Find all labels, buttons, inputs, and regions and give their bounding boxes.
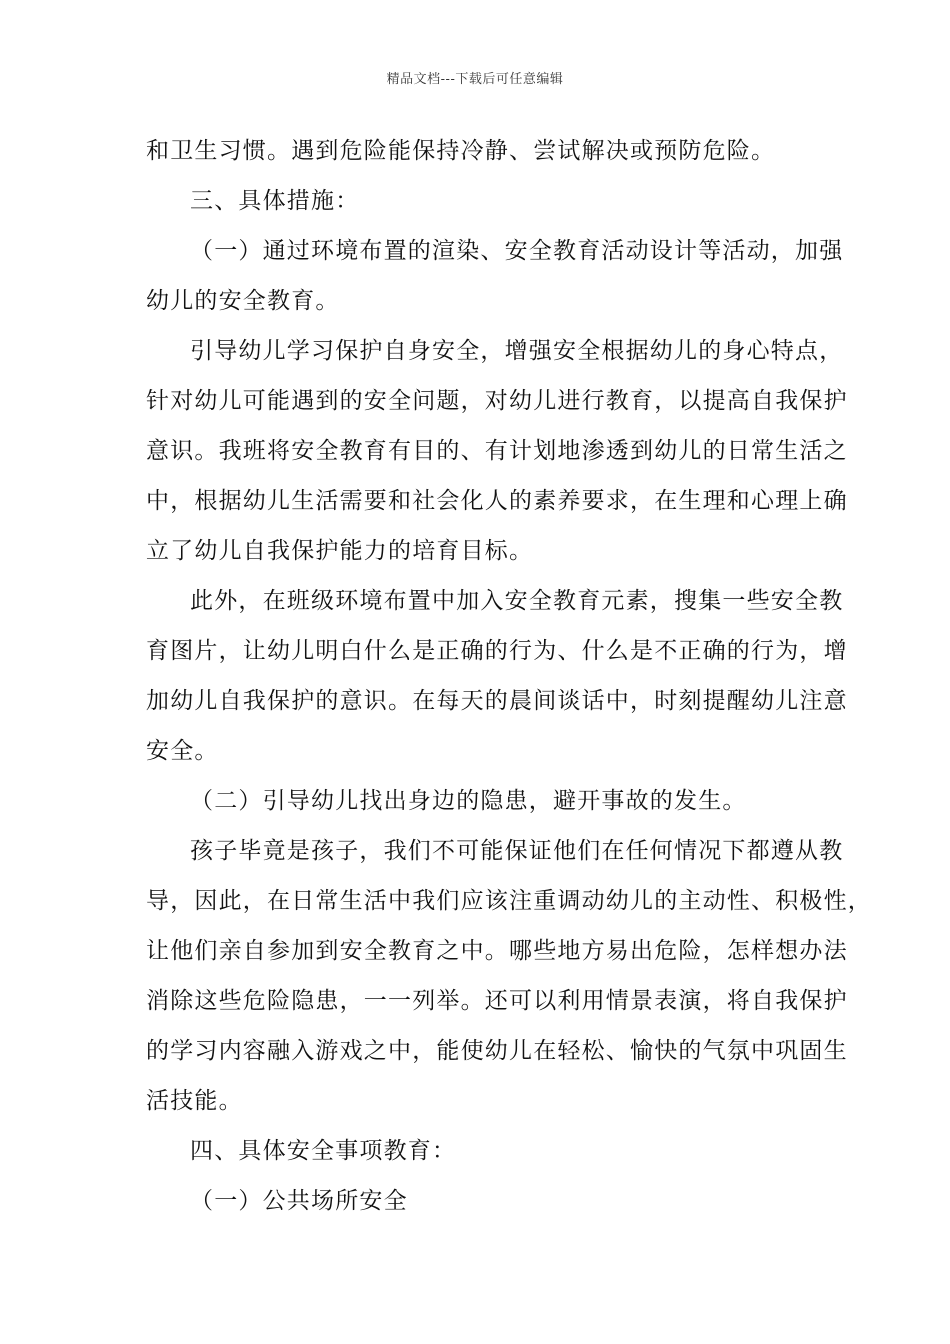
body-line: 活技能。	[146, 1088, 243, 1114]
body-line: 的学习内容融入游戏之中，能使幼儿在轻松、愉快的气氛中巩固生	[146, 1038, 848, 1064]
body-line: 加幼儿自我保护的意识。在每天的晨间谈话中，时刻提醒幼儿注意	[146, 688, 848, 714]
page-header: 精品文档---下载后可任意编辑	[386, 72, 564, 87]
body-line: 针对幼儿可能遇到的安全问题，对幼儿进行教育，以提高自我保护	[146, 388, 848, 414]
subsection-heading: （二）引导幼儿找出身边的隐患，避开事故的发生。	[190, 788, 747, 814]
body-line: 育图片，让幼儿明白什么是正确的行为、什么是不正确的行为，增	[146, 638, 848, 664]
body-line: 幼儿的安全教育。	[146, 288, 340, 314]
body-line: 导，因此，在日常生活中我们应该注重调动幼儿的主动性、积极性，	[146, 888, 872, 914]
body-line: 消除这些危险隐患，一一列举。还可以利用情景表演，将自我保护	[146, 988, 848, 1014]
body-line: 让他们亲自参加到安全教育之中。哪些地方易出危险，怎样想办法	[146, 938, 848, 964]
section-heading: 三、具体措施：	[190, 188, 360, 214]
body-line: 此外，在班级环境布置中加入安全教育元素，搜集一些安全教	[190, 588, 844, 614]
section-heading: 四、具体安全事项教育：	[190, 1138, 457, 1164]
body-line: 安全。	[146, 738, 219, 764]
body-line: 孩子毕竟是孩子，我们不可能保证他们在任何情况下都遵从教	[190, 838, 844, 864]
subsection-heading: （一）通过环境布置的渲染、安全教育活动设计等活动，加强	[190, 238, 844, 264]
subsection-heading: （一）公共场所安全	[190, 1188, 408, 1214]
body-line: 引导幼儿学习保护自身安全，增强安全根据幼儿的身心特点，	[190, 338, 844, 364]
body-line: 中，根据幼儿生活需要和社会化人的素养要求，在生理和心理上确	[146, 488, 848, 514]
body-line: 和卫生习惯。遇到危险能保持冷静、尝试解决或预防危险。	[146, 138, 776, 164]
body-line: 立了幼儿自我保护能力的培育目标。	[146, 538, 534, 564]
body-line: 意识。我班将安全教育有目的、有计划地渗透到幼儿的日常生活之	[146, 438, 848, 464]
